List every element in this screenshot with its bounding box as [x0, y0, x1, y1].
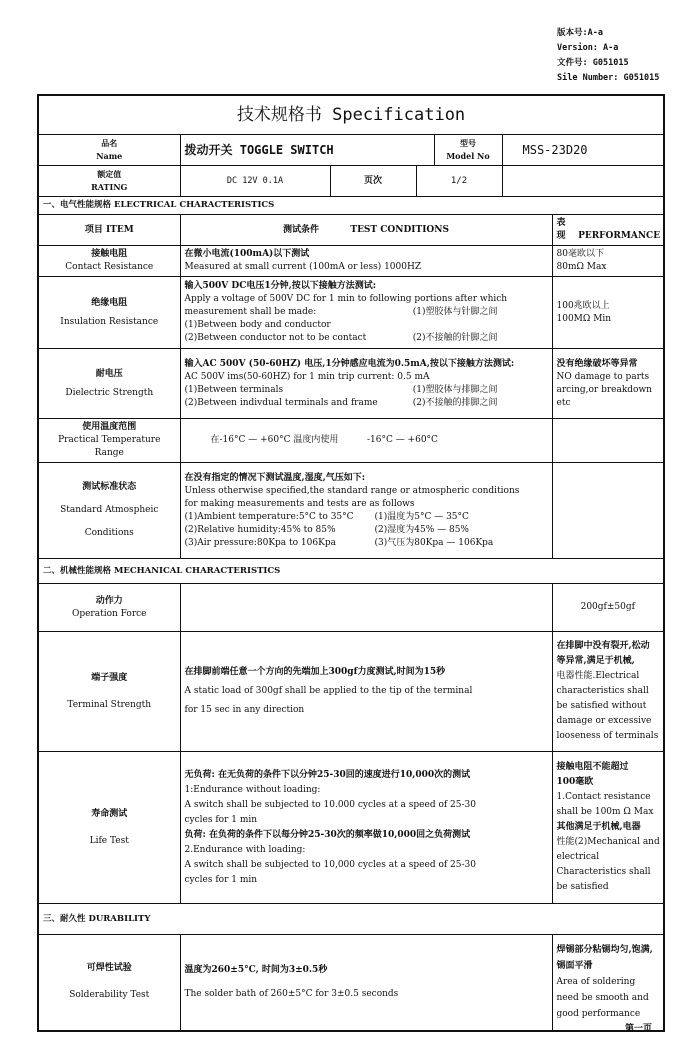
- contact-cond-1: 在微小电流(100mA)以下测试: [184, 249, 310, 259]
- atmospheric-cond-1: 在没有指定的情况下测试温度,湿度,气压如下:: [184, 472, 366, 483]
- version-cn: 版本号:A-a: [557, 28, 603, 38]
- specification-table: [37, 94, 665, 1032]
- operation-item: [38, 584, 180, 632]
- name-label: [38, 135, 180, 166]
- life-cond-7: A switch shall be subjected to 10,000 cycles at a speed of 25-30: [184, 859, 476, 870]
- dielectric-item-en: Dielectric Strength: [65, 387, 154, 398]
- atmospheric-cond-5b: (2)湿度为45% — 85%: [374, 524, 469, 535]
- dielectric-perf-3: arcing,or breakdown: [556, 384, 652, 395]
- solder-perf-3: Area of soldering: [556, 977, 636, 988]
- document-title: 技术规格书 Specification: [38, 95, 664, 135]
- terminal-performance: [552, 632, 664, 752]
- model-label: [434, 135, 502, 166]
- section-electrical: 一、电气性能规格 ELECTRICAL CHARACTERISTICS: [38, 197, 664, 215]
- page-value: 1/2: [416, 166, 502, 197]
- atmospheric-cond-6a: (3)Air pressure:80Kpa to 106Kpa: [184, 537, 336, 548]
- temperature-item-en: Practical Temperature Range: [58, 435, 161, 458]
- section-mechanical: 二、机械性能规格 MECHANICAL CHARACTERISTICS: [38, 559, 664, 584]
- model-label-en: Model No: [446, 151, 490, 161]
- dielectric-cond-3b: (1)塑胶体与排脚之间: [412, 384, 498, 395]
- atmospheric-cond-5a: (2)Relative humidity:45% to 85%: [184, 524, 336, 535]
- dielectric-cond-2: AC 500V ims(50-60HZ) for 1 min trip current: 0.5 mA: [184, 371, 430, 382]
- life-conditions: [180, 752, 552, 904]
- atmospheric-cond-4b: (1)温度为5°C — 35°C: [374, 511, 469, 522]
- life-perf-4: shall be 100m Ω Max: [556, 807, 654, 817]
- terminal-perf-4: characteristics shall: [556, 686, 649, 696]
- terminal-perf-6: damage or excessive: [556, 716, 652, 726]
- atmospheric-row-6: [185, 537, 548, 550]
- atmospheric-row-4: [185, 511, 548, 524]
- contact-perf-1: 80毫欧以下: [556, 249, 604, 259]
- model-label-cn: 型号: [460, 138, 476, 148]
- dielectric-perf-1: 没有绝缘破坏等异常: [556, 358, 638, 369]
- dielectric-perf-2: NO damage to parts: [556, 371, 650, 382]
- insulation-conditions: [180, 277, 552, 349]
- dielectric-conditions: [180, 349, 552, 419]
- life-performance: [552, 752, 664, 904]
- terminal-item-cn: 端子强度: [91, 672, 128, 683]
- terminal-perf-5: be satisfied without: [556, 701, 647, 711]
- insulation-perf-1: 100兆欧以上: [556, 300, 610, 311]
- life-cond-8: cycles for 1 min: [184, 874, 258, 885]
- operation-item-cn: 动作力: [95, 595, 123, 606]
- version-en: Version: A-a: [557, 43, 619, 53]
- terminal-perf-7: looseness of terminals: [556, 731, 659, 741]
- atmospheric-item: [38, 463, 180, 559]
- terminal-conditions: [180, 632, 552, 752]
- life-perf-5: 其他满足于机械,电器: [556, 822, 641, 832]
- temperature-item: [38, 419, 180, 463]
- section-durability: 三、耐久性 DURABILITY: [38, 904, 664, 935]
- life-perf-3: 1.Contact resistance: [556, 792, 651, 802]
- name-label-cn: 品名: [101, 138, 118, 148]
- life-perf-6: 性能(2)Mechanical and: [556, 837, 660, 847]
- rating-value: DC 12V 0.1A: [180, 166, 330, 197]
- life-item-cn: 寿命测试: [91, 808, 128, 819]
- dielectric-performance: [552, 349, 664, 419]
- insulation-perf-2: 100MΩ Min: [556, 313, 612, 324]
- insulation-row-3: [185, 306, 548, 319]
- insulation-item-en: Insulation Resistance: [60, 316, 159, 327]
- model-number: MSS-23D20: [502, 135, 664, 166]
- contact-performance: [552, 246, 664, 277]
- life-cond-2: 1:Endurance without loading:: [184, 784, 321, 795]
- performance-en: PERFORMANCE: [578, 231, 661, 241]
- life-cond-3: A switch shall be subjected to 10.000 cycles at a speed of 25-30: [184, 799, 476, 810]
- terminal-cond-3: for 15 sec in any direction: [184, 705, 305, 715]
- life-perf-8: Characteristics shall: [556, 867, 651, 877]
- name-label-en: Name: [96, 151, 123, 161]
- life-item-en: Life Test: [89, 835, 129, 846]
- temperature-cond-1: 在-16°C — +60°C 温度内使用: [210, 435, 339, 445]
- life-perf-2: 100毫欧: [556, 777, 594, 787]
- insulation-cond-3: measurement shall be made:: [184, 307, 317, 317]
- life-cond-5: 负荷: 在负荷的条件下以每分钟25-30次的频率做10,000回之负荷测试: [184, 829, 471, 840]
- solder-performance: [552, 935, 664, 1031]
- column-conditions: [180, 215, 552, 246]
- dielectric-row-4: [185, 397, 548, 410]
- life-cond-4: cycles for 1 min: [184, 814, 258, 825]
- atmospheric-cond-6b: (3)气压为80Kpa — 106Kpa: [374, 537, 494, 548]
- solder-cond-2: The solder bath of 260±5°C for 3±0.5 seconds: [184, 989, 399, 1000]
- temperature-performance: [552, 419, 664, 463]
- performance-cn: 表现: [556, 218, 566, 241]
- file-number-en: Sile Number: G051015: [557, 73, 660, 83]
- life-perf-7: electrical: [556, 852, 600, 862]
- rating-label-cn: 额定值: [97, 169, 122, 179]
- dielectric-cond-4: (2)Between indivdual terminals and frame: [184, 397, 378, 408]
- insulation-row-5: [185, 332, 548, 345]
- solder-conditions: [180, 935, 552, 1031]
- atmospheric-performance: [552, 463, 664, 559]
- atmospheric-conditions: [180, 463, 552, 559]
- insulation-item-cn: 绝缘电阻: [91, 297, 128, 308]
- terminal-perf-3: 电器性能.Electrical: [556, 671, 640, 681]
- operation-item-en: Operation Force: [71, 608, 147, 619]
- terminal-cond-1: 在排脚前端任意一个方向的先端加上300gf力度测试,时间为15秒: [184, 667, 446, 677]
- dielectric-cond-4b: (2)不接触的排脚之间: [412, 397, 498, 408]
- temperature-conditions: [180, 419, 552, 463]
- terminal-cond-2: A static load of 300gf shall be applied to the tip of the terminal: [184, 686, 473, 696]
- life-item: [38, 752, 180, 904]
- atmospheric-item-en-2: Conditions: [84, 528, 134, 538]
- temperature-cond-2: -16°C — +60°C: [366, 435, 438, 445]
- contact-item-cn: 接触电阻: [91, 249, 128, 259]
- atmospheric-item-en-1: Standard Atmospheic: [60, 505, 159, 515]
- life-perf-1: 接触电阻不能超过: [556, 762, 629, 772]
- terminal-perf-1: 在排脚中没有裂开,松动: [556, 641, 650, 651]
- insulation-cond-1: 输入500V DC电压1分钟,按以下接触方法测试:: [184, 281, 377, 291]
- terminal-item-en: Terminal Strength: [67, 699, 152, 710]
- atmospheric-item-cn: 测试标准状态: [82, 482, 137, 492]
- dielectric-item-cn: 耐电压: [95, 368, 123, 379]
- contact-perf-2: 80mΩ Max: [556, 262, 607, 272]
- dielectric-row-3: [185, 384, 548, 397]
- contact-cond-2: Measured at small current (100mA or less) 1000HZ: [184, 262, 422, 272]
- document-meta: [557, 26, 659, 86]
- dielectric-cond-1: 输入AC 500V (50-60HZ) 电压,1分钟感应电流为0.5mA,按以下接触方法测试:: [184, 358, 515, 369]
- solder-cond-1: 温度为260±5°C, 时间为3±0.5秒: [184, 965, 328, 976]
- insulation-performance: [552, 277, 664, 349]
- solder-perf-4: need be smooth and: [556, 993, 649, 1004]
- insulation-cond-4: (1)Between body and conductor: [184, 320, 331, 330]
- atmospheric-cond-3: for making measurements and tests are as follows: [184, 498, 415, 509]
- column-performance: [552, 215, 664, 246]
- conditions-cn: 测试条件: [283, 224, 320, 235]
- insulation-cond-3b: (1)塑胶体与针脚之间: [412, 307, 498, 317]
- solder-perf-5: good performance: [556, 1009, 641, 1020]
- terminal-item: [38, 632, 180, 752]
- page-footer: 第一页: [625, 1024, 653, 1034]
- rating-label-en: RATING: [91, 182, 128, 192]
- insulation-cond-5: (2)Between conductor not to be contact: [184, 333, 367, 343]
- solder-item-en: Solderability Test: [69, 990, 150, 1001]
- solder-perf-2: 锡面平滑: [556, 961, 593, 972]
- page-label: 页次: [330, 166, 416, 197]
- blank-cell: [502, 166, 664, 197]
- column-item: 项目 ITEM: [38, 215, 180, 246]
- rating-label: [38, 166, 180, 197]
- operation-conditions: [180, 584, 552, 632]
- file-number-cn: 文件号: G051015: [557, 58, 629, 68]
- life-cond-1: 无负荷: 在无负荷的条件下以分钟25-30回的速度进行10,000次的测试: [184, 769, 471, 780]
- contact-item: [38, 246, 180, 277]
- atmospheric-row-5: [185, 524, 548, 537]
- solder-item-cn: 可焊性试验: [86, 963, 132, 974]
- dielectric-perf-4: etc: [556, 397, 571, 408]
- life-cond-6: 2.Endurance with loading:: [184, 844, 306, 855]
- atmospheric-cond-2: Unless otherwise specified,the standard range or atmospheric conditions: [184, 485, 520, 496]
- dielectric-cond-3: (1)Between terminals: [184, 384, 284, 395]
- conditions-en: TEST CONDITIONS: [350, 224, 449, 235]
- insulation-item: [38, 277, 180, 349]
- life-perf-9: be satisfied: [556, 882, 609, 892]
- atmospheric-cond-4a: (1)Ambient temperature:5°C to 35°C: [184, 511, 354, 522]
- solder-perf-1: 焊锡部分粘锡均匀,饱满,: [556, 945, 653, 956]
- dielectric-item: [38, 349, 180, 419]
- product-name: 拨动开关 TOGGLE SWITCH: [180, 135, 434, 166]
- solder-item: [38, 935, 180, 1031]
- operation-performance: 200gf±50gf: [552, 584, 664, 632]
- terminal-perf-2: 等异常,满足于机械,: [556, 656, 635, 666]
- insulation-cond-2: Apply a voltage of 500V DC for 1 min to following portions after which: [184, 294, 508, 304]
- contact-item-en: Contact Resistance: [65, 262, 154, 272]
- temperature-item-cn: 使用温度范围: [82, 422, 137, 432]
- contact-conditions: [180, 246, 552, 277]
- insulation-cond-5b: (2)不接触的针脚之间: [412, 333, 498, 343]
